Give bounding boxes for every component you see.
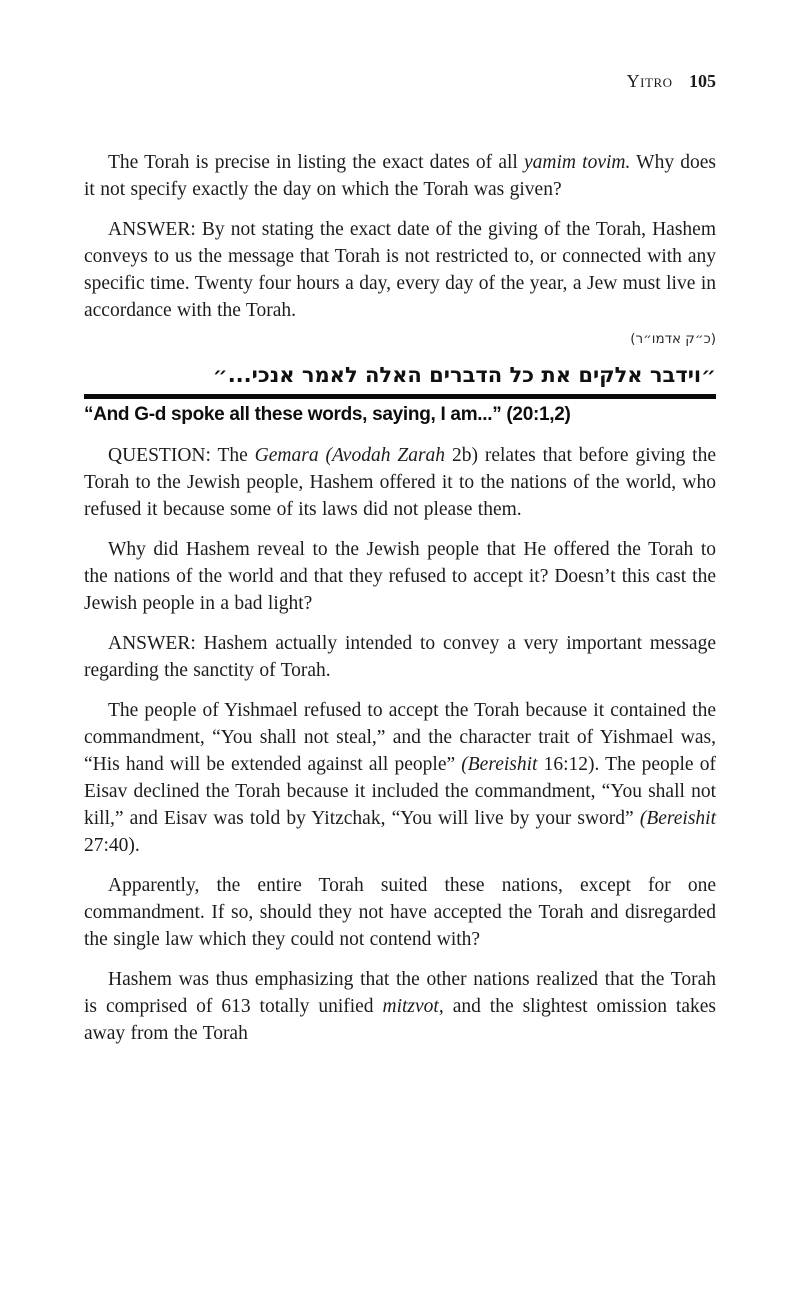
text-run: Hashem was thus emphasizing that the other nations realized that the Torah is comprised of 613 totally unified bbox=[84, 969, 716, 1017]
italic-text: (Bereishit bbox=[639, 808, 716, 829]
running-head-page-number: 105 bbox=[689, 71, 716, 91]
section-heading-hebrew: ״וידבר אלקים את כל הדברים האלה לאמר אנכי...״ bbox=[212, 363, 716, 387]
italic-text: yamim tovim. bbox=[523, 152, 631, 173]
italic-text: mitzvot bbox=[382, 996, 439, 1017]
text-run: The Torah is precise in listing the exact dates of all bbox=[108, 152, 524, 173]
text-run: 27:40). bbox=[84, 835, 140, 856]
text-run: Apparently, the entire Torah suited these nations, except for one commandment. If so, should they not have accepted the Torah and disregarded the single law which they could not contend with? bbox=[84, 875, 716, 950]
hebrew-source-citation: (כ״ק אדמו״ר) bbox=[630, 331, 716, 347]
paragraph bbox=[84, 442, 716, 523]
text-run: ANSWER: Hashem actually intended to convey a very important message regarding the sanctity of Torah. bbox=[84, 633, 716, 681]
paragraph bbox=[84, 630, 716, 684]
paragraph bbox=[84, 697, 716, 859]
text-run: The people of Yishmael refused to accept the Torah because it contained the commandment, “You shall not steal,” and the character trait of Yishmael was, “His hand will be extended against all people” bbox=[84, 700, 716, 775]
running-head bbox=[84, 70, 716, 92]
heading-divider-rule bbox=[84, 394, 716, 399]
paragraph bbox=[84, 149, 716, 203]
page-body bbox=[84, 149, 716, 1047]
paragraph bbox=[84, 216, 716, 324]
italic-text: (Bereishit bbox=[461, 754, 538, 775]
text-run: 16:12). The people of Eisav declined the Torah because it included the commandment, “You shall not kill,” and Eisav was told by Yitzchak, “You will live by your sword” bbox=[84, 754, 716, 829]
italic-text: Gemara (Avodah Zarah bbox=[254, 445, 452, 466]
text-run: Why did Hashem reveal to the Jewish people that He offered the Torah to the nations of the world and that they refused to accept it? Doesn’t this cast the Jewish people in a bad light? bbox=[84, 539, 716, 614]
text-run: QUESTION: The bbox=[108, 445, 255, 466]
paragraph bbox=[84, 966, 716, 1047]
section-heading-english: “And G-d spoke all these words, saying, I am...” (20:1,2) bbox=[84, 404, 571, 425]
text-run: 2b) relates that before giving the Torah to the Jewish people, Hashem offered it to the nations of the world, who refused it because some of its laws did not please them. bbox=[84, 445, 717, 520]
paragraph bbox=[84, 536, 716, 617]
running-head-section-title: Yitro bbox=[626, 71, 673, 91]
text-run: , and the slightest omission takes away from the Torah bbox=[84, 996, 716, 1044]
text-run: Why does it not specify exactly the day on which the Torah was given? bbox=[84, 152, 716, 200]
text-run: ANSWER: By not stating the exact date of the giving of the Torah, Hashem conveys to us the message that Torah is not restricted to, or connected with any specific time. Twenty four hours a day, every day of the year, a Jew must live in accordance with the Torah. bbox=[84, 219, 716, 321]
paragraph bbox=[84, 872, 716, 953]
